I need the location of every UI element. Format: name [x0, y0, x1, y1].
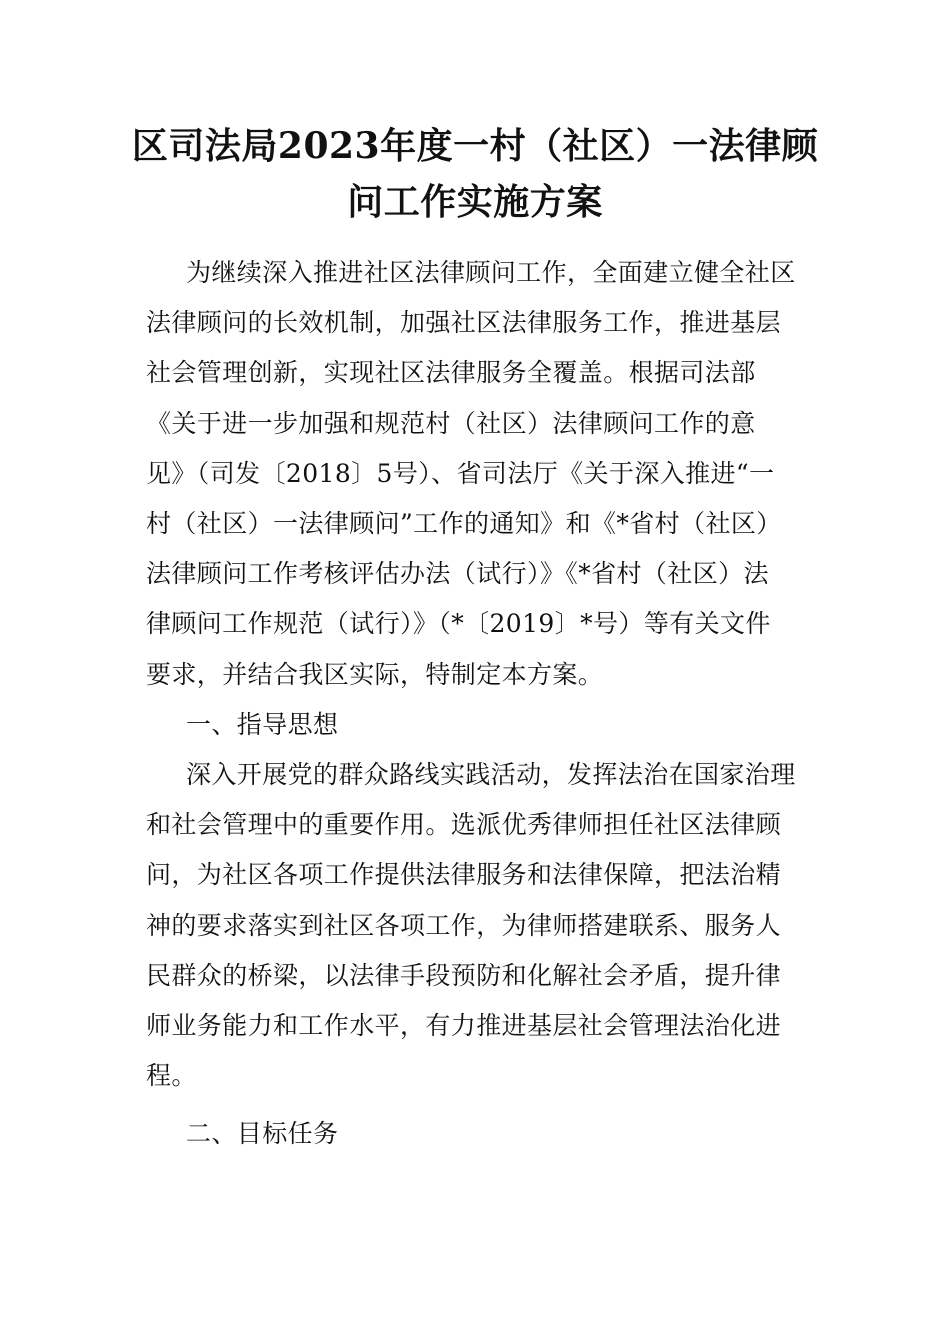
- text-line: 程。: [146, 1061, 197, 1091]
- text-line: 民群众的桥梁，以法律手段预防和化解社会矛盾，提升律: [146, 960, 782, 990]
- text-line: 社会管理创新，实现社区法律服务全覆盖。根据司法部: [146, 358, 756, 388]
- text-line: 和社会管理中的重要作用。选派优秀律师担任社区法律顾: [146, 810, 782, 840]
- text-line: 律顾问工作规范（试行）》（*〔2019〕*号）等有关文件: [146, 609, 771, 639]
- section-heading-guiding-ideology: 一、指导思想: [186, 709, 339, 739]
- text-line: 深入开展党的群众路线实践活动，发挥法治在国家治理: [186, 760, 796, 790]
- paragraph-guiding-ideology: [146, 750, 806, 1101]
- document-title: [100, 118, 850, 230]
- document-body: [146, 248, 806, 1160]
- text-line: 法律顾问的长效机制，加强社区法律服务工作，推进基层: [146, 308, 782, 338]
- text-line: 师业务能力和工作水平，有力推进基层社会管理法治化进: [146, 1011, 782, 1041]
- section-heading-objectives: 二、目标任务: [186, 1119, 339, 1149]
- text-line: 见》（司发〔2018〕5号）、省司法厅《关于深入推进“一: [146, 458, 775, 488]
- text-line: 《关于进一步加强和规范村（社区）法律顾问工作的意: [146, 408, 756, 438]
- text-line: 神的要求落实到社区各项工作，为律师搭建联系、服务人: [146, 910, 782, 940]
- paragraph-intro: [146, 248, 806, 700]
- title-line-2: 问工作实施方案: [347, 181, 603, 223]
- text-line: 村（社区）一法律顾问”工作的通知》和《*省村（社区）: [146, 509, 782, 539]
- text-line: 法律顾问工作考核评估办法（试行）》《*省村（社区）法: [146, 559, 769, 589]
- text-line: 要求，并结合我区实际，特制定本方案。: [146, 659, 604, 689]
- text-line: 问，为社区各项工作提供法律服务和法律保障，把法治精: [146, 860, 782, 890]
- title-line-1: 区司法局2023年度一村（社区）一法律顾: [131, 125, 819, 167]
- text-line: 为继续深入推进社区法律顾问工作，全面建立健全社区: [186, 258, 796, 287]
